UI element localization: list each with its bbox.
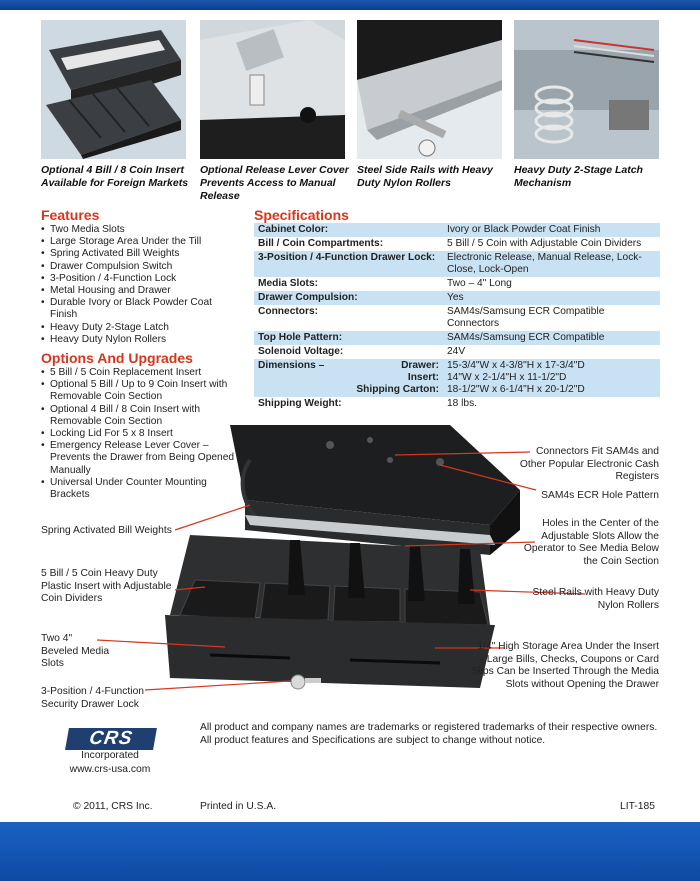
table-row: 3-Position / 4-Function Drawer Lock: Electronic Release, Manual Release, Lock-Close, Lock-Open	[254, 251, 660, 277]
printed-in: Printed in U.S.A.	[200, 801, 277, 812]
table-row: Cabinet Color: Ivory or Black Powder Coat Finish	[254, 223, 660, 237]
options-heading: Options And Upgrades	[41, 350, 193, 366]
caption-latch: Heavy Duty 2-Stage Latch Mechanism	[514, 164, 643, 189]
callout-steel-rails: Steel Rails with Heavy Duty Nylon Rollers	[532, 587, 659, 611]
dimensions-label: Dimensions –	[258, 360, 325, 371]
list-item: • Optional 5 Bill / Up to 9 Coin Insert with Removable Coin Section	[41, 379, 236, 403]
table-row: Shipping Weight: 18 lbs.	[258, 398, 478, 409]
literature-code: LIT-185	[620, 801, 655, 812]
callout-hole-pattern: SAM4s ECR Hole Pattern	[541, 490, 659, 501]
logo-subtitle: Incorporated	[81, 750, 139, 761]
list-item: • Emergency Release Lever Cover – Prevents the Drawer from Being Opened Manually	[41, 440, 236, 477]
table-row: Bill / Coin Compartments: 5 Bill / 5 Coin with Adjustable Coin Dividers	[258, 238, 642, 249]
table-row: Top Hole Pattern: SAM4s/Samsung ECR Compatible	[254, 331, 660, 345]
list-item: • Heavy Duty Nylon Rollers	[41, 334, 221, 346]
table-row: Connectors: SAM4s/Samsung ECR Compatible Connectors	[258, 306, 605, 329]
list-item: • Two Media Slots	[41, 224, 221, 236]
callout-insert: 5 Bill / 5 Coin Heavy Duty Plastic Insert with Adjustable Coin Dividers	[41, 568, 172, 604]
caption-steel-rails: Steel Side Rails with Heavy Duty Nylon Rollers	[357, 164, 493, 189]
caption-release-lever: Optional Release Lever Cover Prevents Access to Manual Release	[200, 164, 349, 202]
list-item: • Metal Housing and Drawer	[41, 285, 221, 297]
table-row: Dimensions – Drawer: Insert: Shipping Carton: 15-3/4"W x 4-3/8"H x 17-3/4"D 14"W x 2-1/4"H x 11-1/2"D 18-1/2"W x 6-1/4"H x 20-1/2"D	[254, 359, 660, 397]
callout-connectors: Connectors Fit SAM4s and Other Popular Electronic Cash Registers	[519, 446, 659, 482]
callout-bill-weights: Spring Activated Bill Weights	[41, 525, 172, 536]
table-row: Solenoid Voltage: 24V	[258, 346, 466, 357]
bottom-band	[0, 822, 700, 881]
list-item: • Optional 4 Bill / 8 Coin Insert with Removable Coin Section	[41, 404, 236, 428]
crs-logo: CRS	[65, 728, 157, 750]
callout-storage: 1/4" High Storage Area Under the Insert – Large Bills, Checks, Coupons or Card Slips Can be Inserted Through the Media Slots without Opening the Drawer	[471, 641, 659, 690]
copyright: © 2011, CRS Inc.	[73, 801, 153, 812]
list-item: • Large Storage Area Under the Till	[41, 236, 221, 248]
list-item: • Heavy Duty 2-Stage Latch	[41, 322, 221, 334]
features-heading: Features	[41, 207, 100, 223]
specifications-heading: Specifications	[254, 207, 349, 223]
callout-holes-center: Holes in the Center of the Adjustable Slots Allow the Operator to See Media Below the Coin Section	[523, 518, 659, 567]
callout-media-slots: Two 4" Beveled Media Slots	[41, 633, 110, 669]
list-item: • Locking Lid For 5 x 8 Insert	[41, 428, 236, 440]
website-url: www.crs-usa.com	[69, 764, 151, 775]
callout-lock: 3-Position / 4-Function Security Drawer Lock	[41, 686, 145, 710]
list-item: • 3-Position / 4-Function Lock	[41, 273, 221, 285]
list-item: • Universal Under Counter Mounting Brackets	[41, 477, 236, 501]
list-item: • Drawer Compulsion Switch	[41, 261, 221, 273]
table-row: Drawer Compulsion: Yes	[254, 291, 660, 305]
list-item: • 5 Bill / 5 Coin Replacement Insert	[41, 367, 236, 379]
disclaimer-line-2: All product features and Specifications are subject to change without notice.	[200, 735, 546, 746]
table-row: Media Slots: Two – 4" Long	[258, 278, 512, 289]
caption-4bill-insert: Optional 4 Bill / 8 Coin Insert Available for Foreign Markets	[41, 164, 189, 189]
disclaimer-line-1: All product and company names are trademarks or registered trademarks of their respective owners.	[200, 722, 658, 733]
list-item: • Durable Ivory or Black Powder Coat Finish	[41, 297, 221, 321]
list-item: • Spring Activated Bill Weights	[41, 248, 221, 260]
